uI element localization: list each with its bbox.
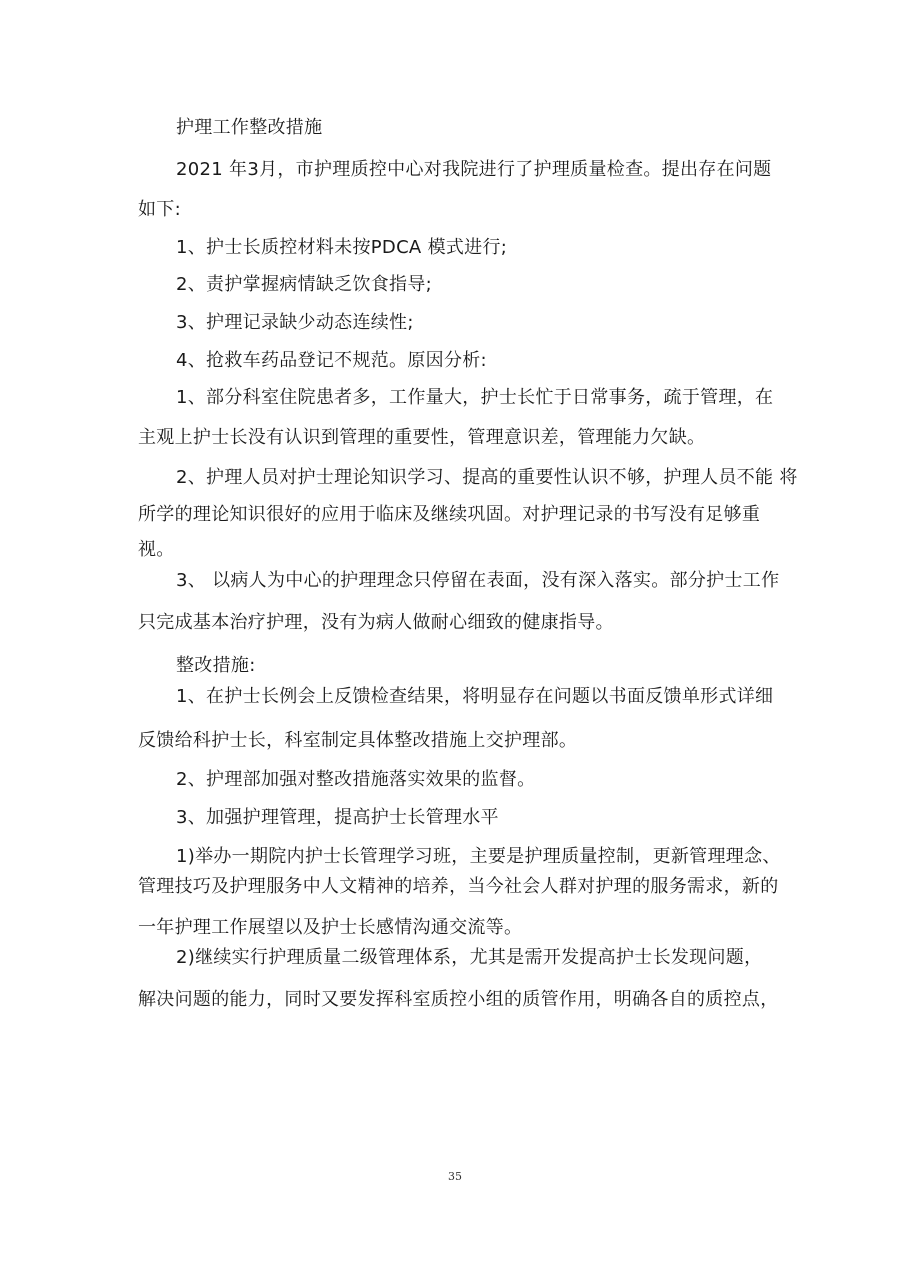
page-number: 35 xyxy=(448,1170,462,1183)
list-item: 4、抢救车药品登记不规范。原因分析: xyxy=(176,350,487,371)
paragraph-line: 2、护理人员对护士理论知识学习、提高的重要性认识不够，护理人员不能 将 xyxy=(176,467,798,488)
paragraph-line: 所学的理论知识很好的应用于临床及继续巩固。对护理记录的书写没有足够重 xyxy=(138,504,761,525)
list-item: 3、加强护理管理，提高护士长管理水平 xyxy=(176,807,499,828)
list-item: 2、护理部加强对整改措施落实效果的监督。 xyxy=(176,769,536,790)
paragraph-line: 只完成基本治疗护理，没有为病人做耐心细致的健康指导。 xyxy=(138,612,614,633)
document-title: 护理工作整改措施 xyxy=(176,117,323,138)
list-item: 1、护士长质控材料未按PDCA 模式进行; xyxy=(176,237,508,258)
paragraph-line: 3、 以病人为中心的护理理念只停留在表面，没有深入落实。部分护士工作 xyxy=(176,570,780,591)
list-item: 1、在护士长例会上反馈检查结果，将明显存在问题以书面反馈单形式详细 xyxy=(176,686,774,707)
list-item: 1)举办一期院内护士长管理学习班，主要是护理质量控制，更新管理理念、 xyxy=(176,846,781,867)
list-item: 2、责护掌握病情缺乏饮食指导; xyxy=(176,274,433,295)
paragraph-line: 反馈给科护士长，科室制定具体整改措施上交护理部。 xyxy=(138,730,578,751)
paragraph-line: 管理技巧及护理服务中人文精神的培养，当今社会人群对护理的服务需求，新的 xyxy=(138,876,779,897)
paragraph-line: 视。 xyxy=(138,539,175,560)
paragraph-line: 2021 年3月，市护理质控中心对我院进行了护理质量检查。提出存在问题 xyxy=(176,159,772,180)
paragraph-line: 一年护理工作展望以及护士长感情沟通交流等。 xyxy=(138,917,523,938)
section-heading: 整改措施: xyxy=(176,655,256,676)
paragraph-line: 如下: xyxy=(138,199,181,220)
list-item: 3、护理记录缺少动态连续性; xyxy=(176,312,414,333)
list-item: 2)继续实行护理质量二级管理体系，尤其是需开发提高护士长发现问题， xyxy=(176,947,763,968)
paragraph-line: 主观上护士长没有认识到管理的重要性，管理意识差，管理能力欠缺。 xyxy=(138,427,706,448)
paragraph-line: 解决问题的能力，同时又要发挥科室质控小组的质管作用，明确各自的质控点， xyxy=(138,989,779,1010)
paragraph-line: 1、部分科室住院患者多，工作量大，护士长忙于日常事务，疏于管理，在 xyxy=(176,387,774,408)
